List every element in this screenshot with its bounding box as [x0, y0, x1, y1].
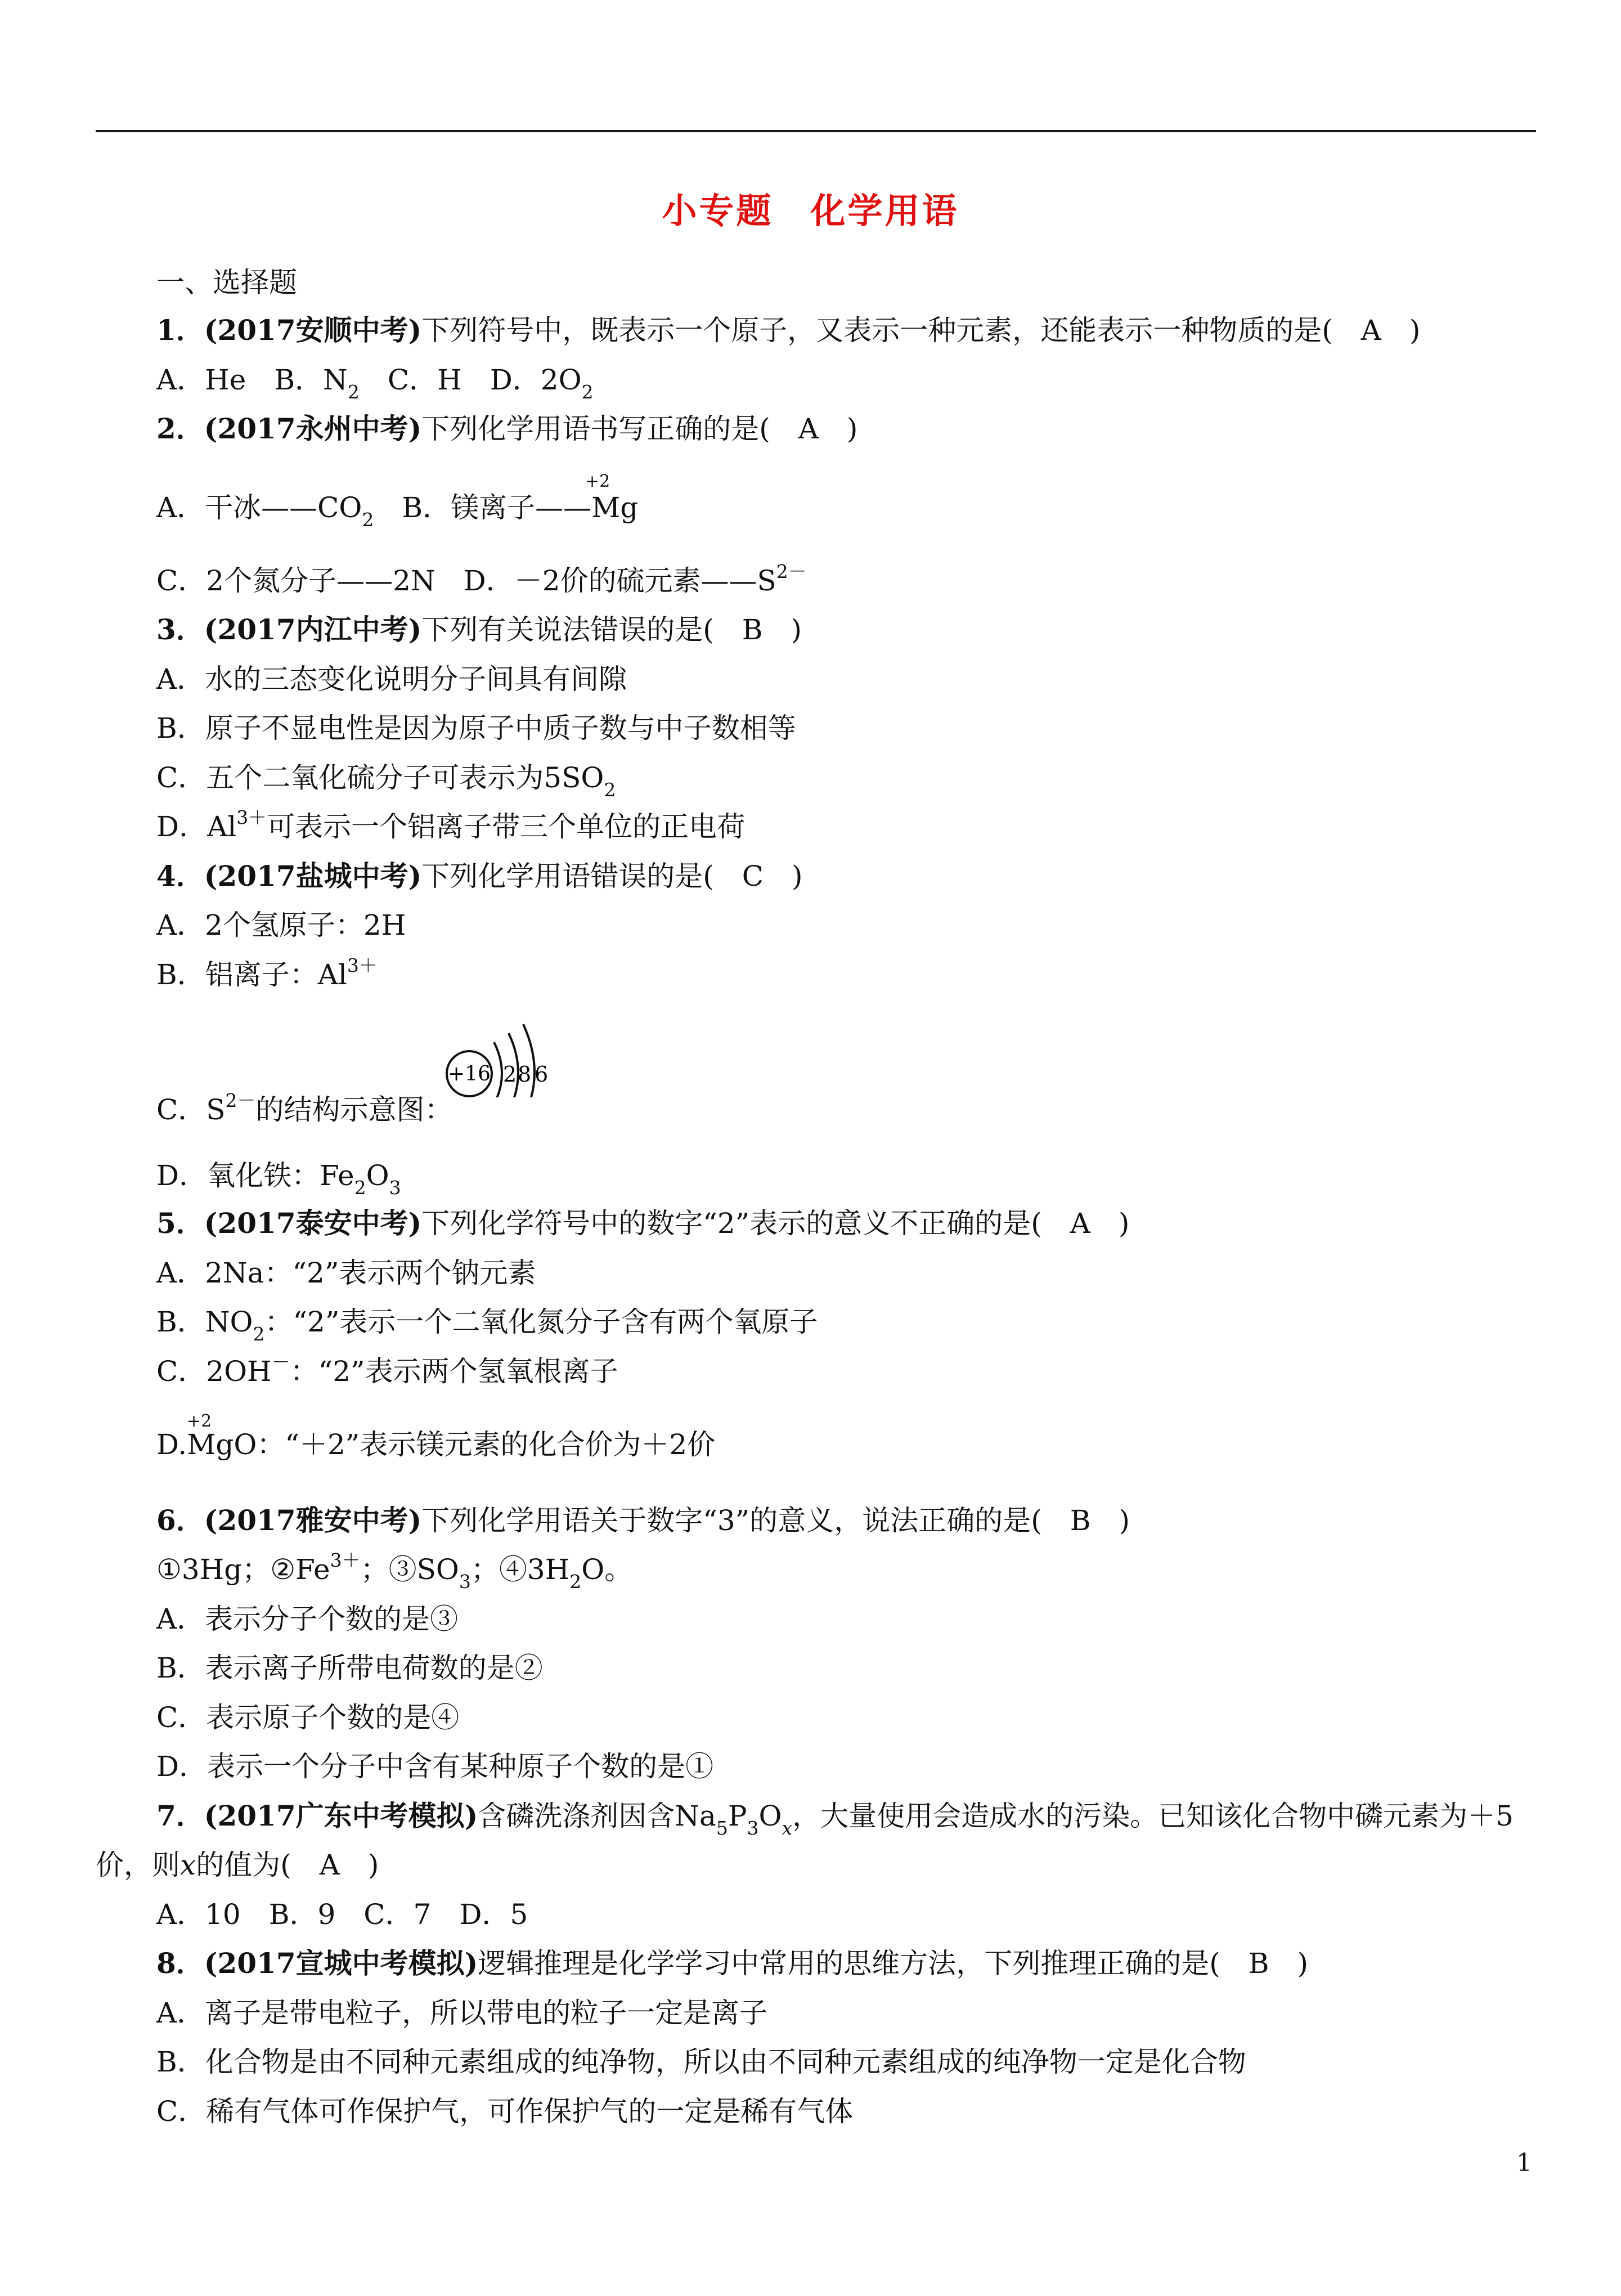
question-7-options: A．10 B．9 C．7 D．5 — [156, 1898, 528, 1931]
question-6-option-a: A．表示分子个数的是③ — [156, 1603, 459, 1635]
question-4-option-b: B．铝离子：$Al^{3+}$ — [156, 954, 378, 991]
question-2-options-ab: A．干冰$——CO_2$ B．镁离子——Mg — [156, 491, 639, 531]
question-7-line-2: 价，则x的值为( A ) — [96, 1849, 379, 1881]
shell-3-electrons: 6 — [535, 1062, 549, 1087]
header-rule — [96, 130, 1536, 132]
question-2: 2．(2017永州中考)下列化学用语书写正确的是( A ) — [156, 412, 858, 445]
question-5: 5．(2017泰安中考)下列化学符号中的数字“2”表示的意义不正确的是( A ) — [156, 1207, 1130, 1240]
question-3: 3．(2017内江中考)下列有关说法错误的是( B ) — [156, 613, 802, 646]
question-5-option-d: D.MgO：“＋2”表示镁元素的化合价为＋2价 — [156, 1428, 716, 1461]
question-4-option-d: D．氧化铁：$Fe_2O_3$ — [156, 1159, 401, 1199]
question-3-option-a: A．水的三态变化说明分子间具有间隙 — [156, 663, 627, 696]
section-heading: 一、选择题 — [156, 266, 297, 299]
electron-shell-1 — [494, 1042, 502, 1097]
question-5-option-a: A．2Na：“2”表示两个钠元素 — [156, 1257, 536, 1289]
page-title: 小专题 化学用语 — [662, 190, 959, 231]
question-6-option-d: D．表示一个分子中含有某种原子个数的是① — [156, 1750, 714, 1783]
q2-valence-mark: +2 — [585, 472, 610, 491]
question-6-items: ①3Hg；$②Fe^{3+}$；$③SO_3$；$④3H_2O$。 — [156, 1549, 633, 1593]
page-number: 1 — [1516, 2149, 1532, 2177]
question-8-option-a: A．离子是带电粒子，所以带电的粒子一定是离子 — [156, 1997, 768, 2029]
question-6: 6．(2017雅安中考)下列化学用语关于数字“3”的意义，说法正确的是( B ) — [156, 1504, 1130, 1537]
question-7: 7．(2017广东中考模拟)含磷洗涤剂因含$Na_5P_3O_x$，大量使用会造成水的污染。已知该化合物中磷元素为＋5 — [156, 1799, 1514, 1839]
sulfur-ion-structure-diagram — [438, 1007, 567, 1097]
question-2-options-cd: C．2个氮分子——2N D．－2价的硫元素$——S^{2-}$ — [156, 560, 807, 597]
question-3-option-c: C．五个二氧化硫分子可表示为$5SO_2$ — [156, 761, 616, 801]
question-1: 1．(2017安顺中考)下列符号中，既表示一个原子，又表示一种元素，还能表示一种物质的是( A ) — [156, 313, 1421, 347]
question-4-option-a: A．2个氢原子：2H — [156, 909, 406, 941]
nucleus-charge: +16 — [448, 1062, 491, 1086]
shell-1-electrons: 2 — [503, 1062, 517, 1087]
question-5-option-b: B．$NO_2$：“2”表示一个二氧化氮分子含有两个氧原子 — [156, 1306, 818, 1345]
shell-2-electrons: 8 — [518, 1062, 532, 1087]
question-8: 8．(2017宣城中考模拟)逻辑推理是化学学习中常用的思维方法，下列推理正确的是( B ) — [156, 1947, 1309, 1980]
question-6-option-c: C．表示原子个数的是④ — [156, 1701, 460, 1734]
question-3-option-b: B．原子不显电性是因为原子中质子数与中子数相等 — [156, 712, 796, 745]
question-1-options: A．He B．$N_2$ C．H D．$2O_2$ — [156, 364, 594, 403]
question-4: 4．(2017盐城中考)下列化学用语错误的是( C ) — [156, 859, 803, 893]
question-8-option-c: C．稀有气体可作保护气，可作保护气的一定是稀有气体 — [156, 2095, 854, 2128]
question-3-option-d: D．$Al^{3+}$可表示一个铝离子带三个单位的正电荷 — [156, 806, 746, 843]
question-4-option-c: C．$S^{2-}$的结构示意图： — [156, 1089, 453, 1126]
question-5-option-c: C．2OH－：“2”表示两个氢氧根离子 — [156, 1351, 618, 1388]
q5-valence-mark: +2 — [187, 1411, 212, 1431]
question-6-option-b: B．表示离子所带电荷数的是② — [156, 1652, 543, 1684]
question-8-option-b: B．化合物是由不同种元素组成的纯净物，所以由不同种元素组成的纯净物一定是化合物 — [156, 2046, 1246, 2078]
